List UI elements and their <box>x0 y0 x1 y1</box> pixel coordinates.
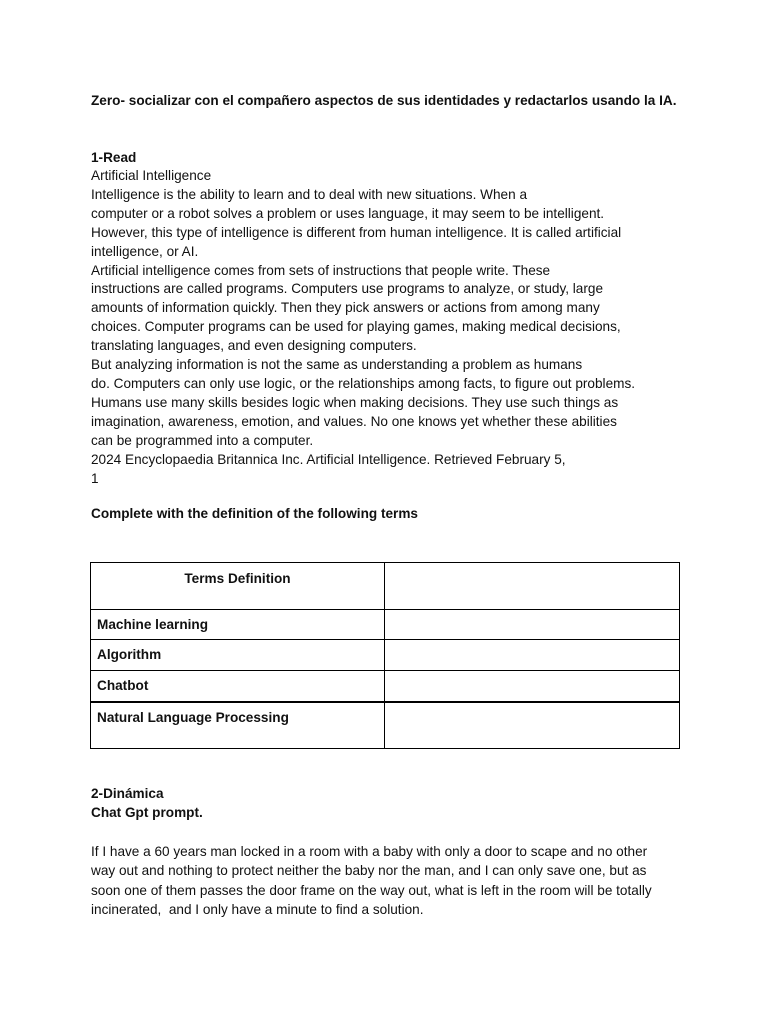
passage-line: However, this type of intelligence is different from human intelligence. It is called artificial <box>91 224 622 240</box>
passage-line: choices. Computer programs can be used for playing games, making medical decisions, <box>91 319 621 335</box>
passage-line: Humans use many skills besides logic when making decisions. They use such things as <box>91 394 619 410</box>
definition-cell[interactable] <box>385 610 680 640</box>
table-header-row <box>91 563 680 610</box>
passage-line: translating languages, and even designing computers. <box>91 338 417 354</box>
term-cell: Natural Language Processing <box>91 702 385 749</box>
table-row <box>91 610 680 640</box>
passage-line: But analyzing information is not the same as understanding a problem as humans <box>91 357 583 373</box>
reading-passage <box>91 167 691 488</box>
prompt-line: incinerated, and I only have a minute to find a solution. <box>91 901 424 917</box>
terms-header-cell: Terms Definition <box>91 563 385 610</box>
term-cell: Machine learning <box>91 610 385 640</box>
section-2-heading: 2-Dinámica <box>91 786 164 801</box>
passage-title: Artificial Intelligence <box>91 168 212 183</box>
passage-line: Intelligence is the ability to learn and to deal with new situations. When a <box>91 186 528 202</box>
prompt-line: If I have a 60 years man locked in a room with a baby with only a door to scape and no other <box>91 844 648 859</box>
section-2-subheading: Chat Gpt prompt. <box>91 804 203 820</box>
passage-line: do. Computers can only use logic, or the relationships among facts, to figure out problems. <box>91 375 636 391</box>
passage-line: can be programmed into a computer. <box>91 432 314 448</box>
term-cell: Algorithm <box>91 640 385 671</box>
citation-page: 1 <box>91 470 99 486</box>
chatgpt-prompt-text <box>91 842 671 919</box>
section-1-heading: 1-Read <box>91 150 137 165</box>
passage-line: Artificial intelligence comes from sets of instructions that people write. These <box>91 262 551 278</box>
prompt-line: soon one of them passes the door frame on the way out, what is left in the room will be totally <box>91 882 652 898</box>
citation-line: 2024 Encyclopaedia Britannica Inc. Artificial Intelligence. Retrieved February 5, <box>91 451 566 467</box>
intro-instruction: Zero- socializar con el compañero aspectos de sus identidades y redactarlos usando la IA. <box>91 93 677 108</box>
definition-cell[interactable] <box>385 640 680 671</box>
passage-line: imagination, awareness, emotion, and values. No one knows yet whether these abilities <box>91 413 617 429</box>
definition-cell[interactable] <box>385 702 680 749</box>
table-row <box>91 640 680 671</box>
section-2-block <box>91 785 203 823</box>
definition-header-cell[interactable] <box>385 563 680 610</box>
passage-line: instructions are called programs. Computers use programs to analyze, or study, large <box>91 281 604 297</box>
table-row <box>91 702 680 749</box>
passage-line: intelligence, or AI. <box>91 243 199 259</box>
complete-definitions-heading: Complete with the definition of the following terms <box>91 506 418 521</box>
passage-line: computer or a robot solves a problem or uses language, it may seem to be intelligent. <box>91 205 605 221</box>
prompt-line: way out and nothing to protect neither the baby nor the man, and I can only save one, but as <box>91 863 647 879</box>
term-cell: Chatbot <box>91 671 385 703</box>
passage-line: amounts of information quickly. Then they pick answers or actions from among many <box>91 300 600 316</box>
terms-table <box>90 562 680 749</box>
definition-cell[interactable] <box>385 671 680 703</box>
table-row <box>91 671 680 703</box>
